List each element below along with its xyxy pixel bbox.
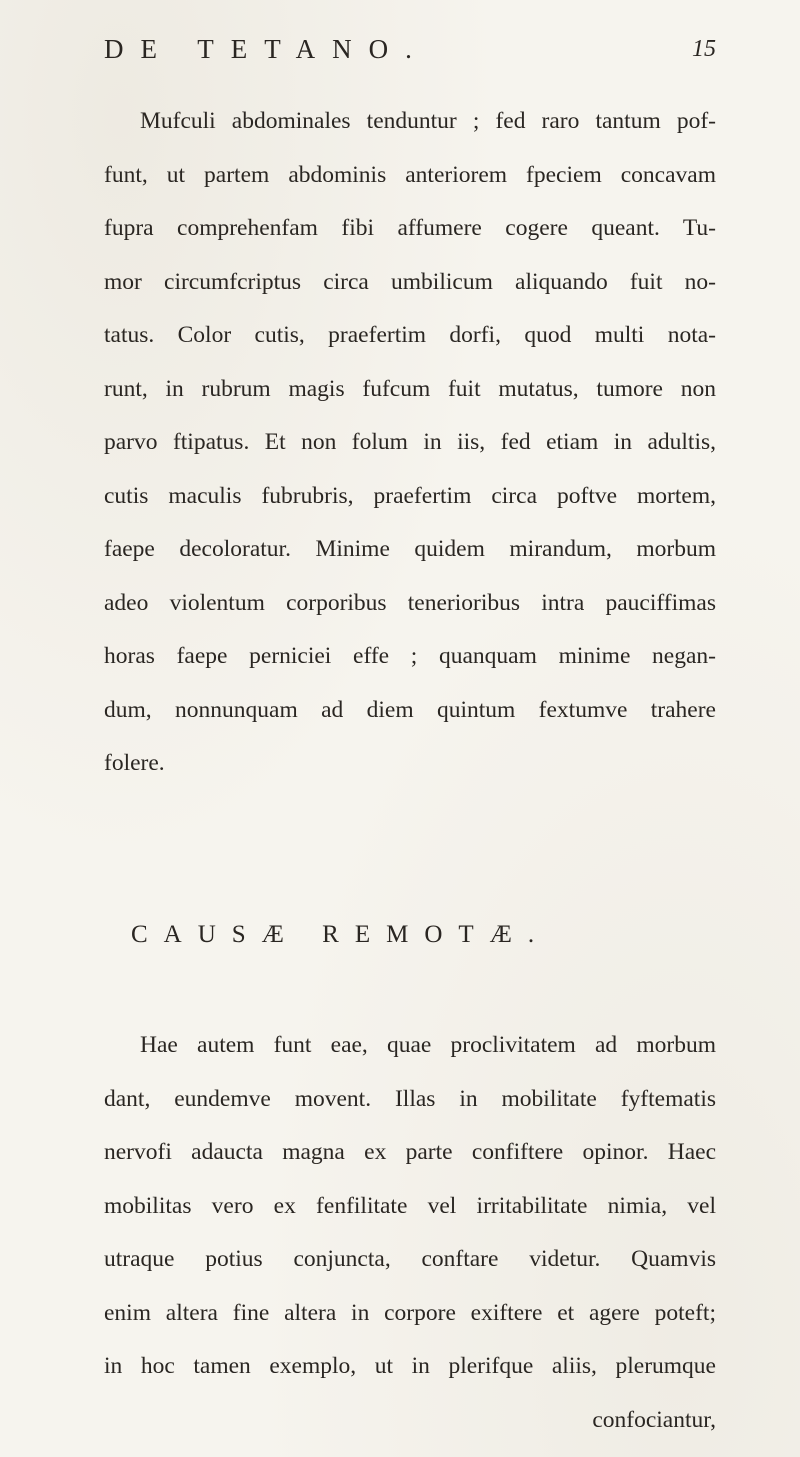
section-heading: CAUSÆ REMOTÆ. <box>131 921 551 948</box>
text-line: mor circumfcriptus circa umbilicum aliquando fuit no- <box>104 268 716 295</box>
text-line: cutis maculis fubrubris, praefertim circa poftve mortem, <box>104 482 716 509</box>
text-line: adeo violentum corporibus tenerioribus intra pauciffimas <box>104 589 716 616</box>
text-line: horas faepe perniciei effe ; quanquam minime negan- <box>104 643 716 669</box>
text-line: fupra comprehenfam fibi affumere cogere queant. Tu- <box>104 215 716 241</box>
text-line: faepe decoloratur. Minime quidem mirandum, morbum <box>104 536 716 562</box>
text-line: runt, in rubrum magis fufcum fuit mutatus, tumore non <box>104 375 716 402</box>
running-title: DE TETANO. <box>104 34 429 64</box>
text-line: parvo ftipatus. Et non folum in iis, fed etiam in adultis, <box>104 429 716 455</box>
text-line: tatus. Color cutis, praefertim dorfi, quod multi nota- <box>104 322 716 348</box>
text-line: enim altera fine altera in corpore exiftere et agere poteft; <box>104 1299 716 1326</box>
text-line: funt, ut partem abdominis anteriorem fpeciem concavam <box>104 161 716 188</box>
text-line: in hoc tamen exemplo, ut in plerifque aliis, plerumque <box>104 1353 716 1379</box>
text-line: folere. <box>104 750 165 776</box>
page-number: 15 <box>692 36 716 62</box>
running-head <box>104 34 716 74</box>
text-line: Hae autem funt eae, quae proclivitatem ad morbum <box>140 1032 716 1058</box>
paragraph-1 <box>104 95 716 791</box>
text-line: dant, eundemve movent. Illas in mobilitate fyftematis <box>104 1085 716 1112</box>
text-line: Mufculi abdominales tenduntur ; fed raro tantum pof- <box>140 108 716 134</box>
text-line: mobilitas vero ex fenfilitate vel irritabilitate nimia, vel <box>104 1192 716 1219</box>
catchword: confociantur, <box>592 1406 716 1433</box>
text-line: dum, nonnunquam ad diem quintum fextumve trahere <box>104 696 716 723</box>
text-line: nervofi adaucta magna ex parte confiftere opinor. Haec <box>104 1139 716 1165</box>
paragraph-2 <box>104 1019 716 1447</box>
text-line: utraque potius conjuncta, conftare videtur. Quamvis <box>104 1246 716 1272</box>
